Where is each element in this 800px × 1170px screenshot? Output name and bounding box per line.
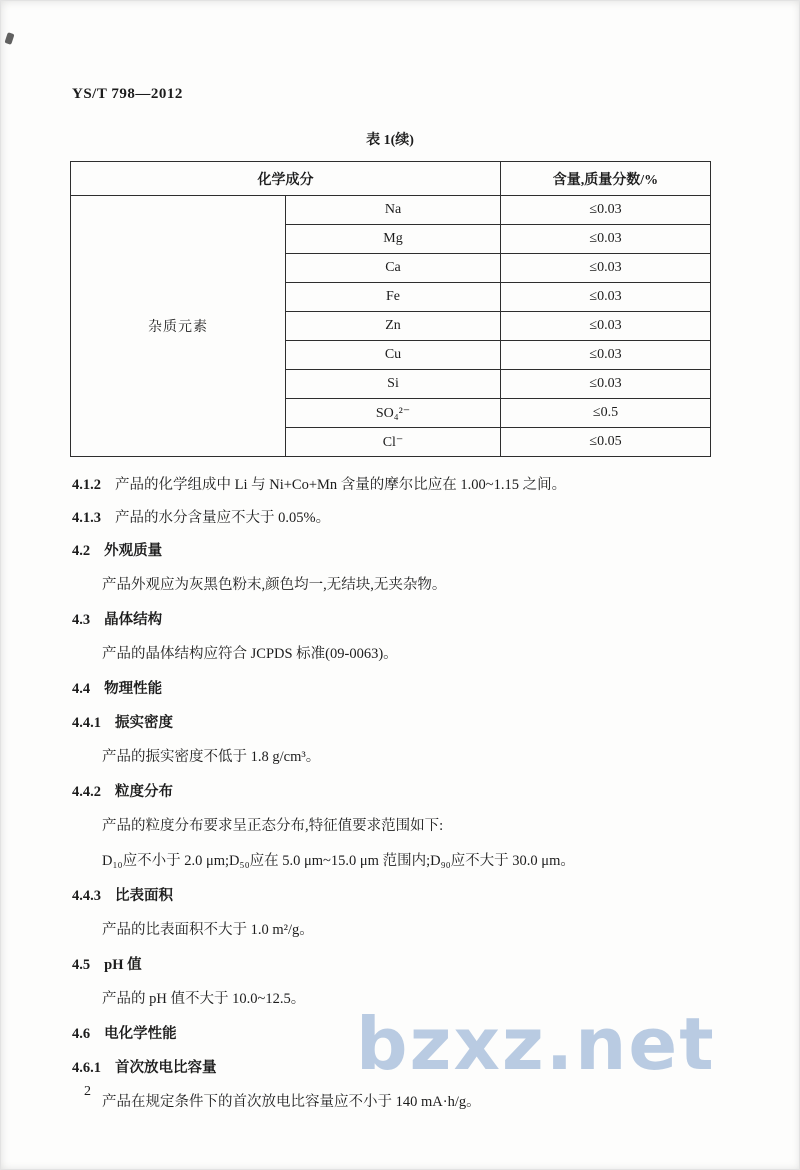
heading-number: 4.4.2 bbox=[72, 784, 101, 800]
heading-number: 4.3 bbox=[72, 612, 91, 628]
standard-number: YS/T 798—2012 bbox=[72, 86, 183, 102]
heading-number: 4.5 bbox=[72, 957, 91, 973]
element-name: Cu bbox=[286, 341, 501, 370]
element-limit: ≤0.03 bbox=[501, 283, 711, 312]
heading-text: 粒度分布 bbox=[115, 784, 173, 800]
element-name: Na bbox=[286, 196, 501, 225]
element-limit: ≤0.03 bbox=[501, 341, 711, 370]
clause-4-1-3 bbox=[72, 508, 714, 529]
element-name: Mg bbox=[286, 225, 501, 254]
element-name: Cl⁻ bbox=[286, 428, 501, 457]
heading-4-4 bbox=[72, 679, 714, 700]
heading-text: 晶体结构 bbox=[104, 612, 163, 628]
element-limit: ≤0.03 bbox=[501, 370, 711, 399]
heading-text: 外观质量 bbox=[104, 543, 163, 559]
header-content-fraction: 含量,质量分数/% bbox=[501, 162, 711, 196]
impurity-table bbox=[70, 161, 711, 457]
watermark: bzxz.net bbox=[356, 1002, 716, 1086]
element-limit: ≤0.05 bbox=[501, 428, 711, 457]
element-name: SO₄²⁻ bbox=[286, 399, 501, 428]
body-text bbox=[72, 475, 714, 1113]
element-limit: ≤0.03 bbox=[501, 254, 711, 283]
paragraph: 产品的振实密度不低于 1.8 g/cm³。 bbox=[102, 749, 321, 765]
heading-4-4-3 bbox=[72, 886, 714, 907]
row-group-label: 杂质元素 bbox=[71, 196, 286, 457]
paragraph: D₁₀应不小于 2.0 μm;D₅₀应在 5.0 μm~15.0 μm 范围内;D₉₀应不大于 30.0 μm。 bbox=[102, 853, 575, 869]
heading-text: 电化学性能 bbox=[104, 1026, 177, 1042]
clause-text: 产品的化学组成中 Li 与 Ni+Co+Mn 含量的摩尔比应在 1.00~1.15 之间。 bbox=[115, 477, 567, 493]
clause-4-1-2 bbox=[72, 475, 714, 496]
heading-number: 4.4 bbox=[72, 681, 91, 697]
heading-4-6-1 bbox=[72, 1058, 714, 1079]
heading-4-5 bbox=[72, 955, 714, 976]
heading-4-4-1 bbox=[72, 713, 714, 734]
element-limit: ≤0.03 bbox=[501, 225, 711, 254]
element-name: Ca bbox=[286, 254, 501, 283]
table-caption: 表 1(续) bbox=[366, 133, 414, 148]
heading-4-3 bbox=[72, 610, 714, 631]
table-header-row bbox=[71, 162, 711, 196]
paragraph: 产品的晶体结构应符合 JCPDS 标准(09-0063)。 bbox=[102, 646, 398, 662]
paragraph: 产品的比表面积不大于 1.0 m²/g。 bbox=[102, 922, 314, 938]
heading-text: 首次放电比容量 bbox=[115, 1060, 217, 1076]
paragraph: 产品的粒度分布要求呈正态分布,特征值要求范围如下: bbox=[102, 818, 444, 834]
heading-4-4-2 bbox=[72, 782, 714, 803]
heading-text: 比表面积 bbox=[115, 888, 173, 904]
heading-number: 4.4.3 bbox=[72, 888, 101, 904]
element-name: Fe bbox=[286, 283, 501, 312]
table-row bbox=[71, 196, 711, 225]
element-limit: ≤0.5 bbox=[501, 399, 711, 428]
heading-text: 振实密度 bbox=[115, 715, 173, 731]
paragraph: 产品在规定条件下的首次放电比容量应不小于 140 mA·h/g。 bbox=[102, 1094, 481, 1110]
clause-text: 产品的水分含量应不大于 0.05%。 bbox=[115, 510, 331, 526]
heading-number: 4.6 bbox=[72, 1026, 91, 1042]
heading-text: pH 值 bbox=[104, 957, 142, 973]
paragraph: 产品的 pH 值不大于 10.0~12.5。 bbox=[102, 991, 306, 1007]
element-name: Zn bbox=[286, 312, 501, 341]
clause-number: 4.1.3 bbox=[72, 510, 101, 526]
heading-4-6 bbox=[72, 1024, 714, 1045]
heading-number: 4.6.1 bbox=[72, 1060, 101, 1076]
heading-number: 4.2 bbox=[72, 543, 91, 559]
paragraph: 产品外观应为灰黑色粉末,颜色均一,无结块,无夹杂物。 bbox=[102, 577, 447, 593]
header-chemical-composition: 化学成分 bbox=[71, 162, 501, 196]
page-number: 2 bbox=[84, 1084, 91, 1099]
element-limit: ≤0.03 bbox=[501, 312, 711, 341]
heading-4-2 bbox=[72, 541, 714, 562]
heading-text: 物理性能 bbox=[104, 681, 163, 697]
element-limit: ≤0.03 bbox=[501, 196, 711, 225]
element-name: Si bbox=[286, 370, 501, 399]
clause-number: 4.1.2 bbox=[72, 477, 101, 493]
heading-number: 4.4.1 bbox=[72, 715, 101, 731]
